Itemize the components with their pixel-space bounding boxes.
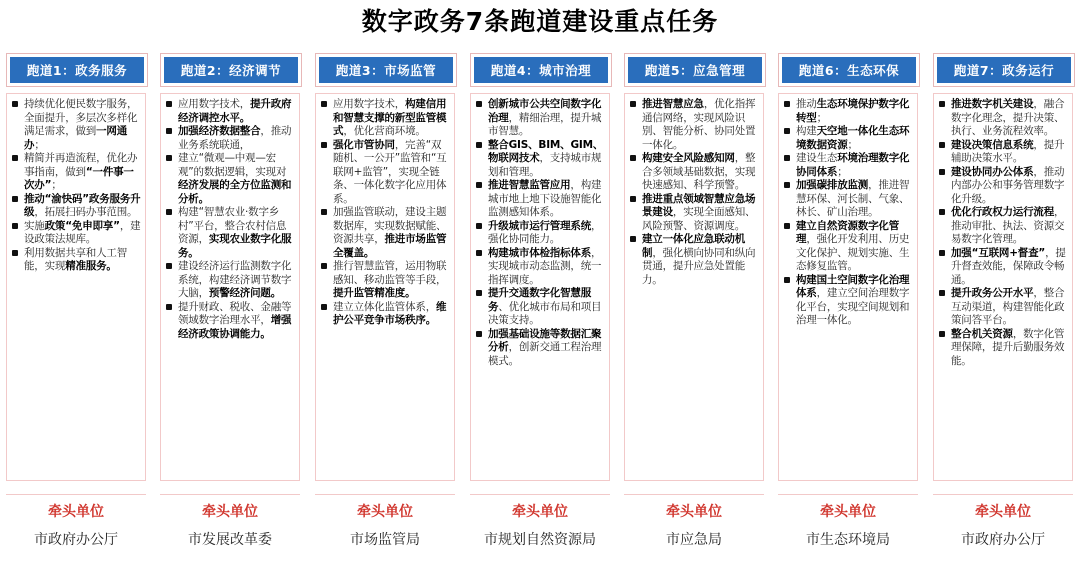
task-text-emphasis: 建立一体化应急联动机制 xyxy=(642,233,745,259)
task-text-emphasis: 整合GIS、BIM、GIM、物联网技术 xyxy=(488,138,604,164)
lead-unit-name: 市发展改革委 xyxy=(188,532,272,548)
task-item xyxy=(938,139,1069,166)
task-text: ，实现城市动态监测，统一指挥调度。 xyxy=(488,246,602,286)
task-text: ，强化协同能力。 xyxy=(488,219,602,245)
task-text: ，拓展扫码办事范围。 xyxy=(34,206,138,218)
lead-unit-name: 市政府办公厅 xyxy=(34,532,118,548)
task-item xyxy=(11,220,142,247)
task-text-emphasis: 构建信用和智慧支撑的新型监管模式 xyxy=(333,98,447,137)
task-text: ，建设政策法规库。 xyxy=(24,219,141,245)
lead-unit-box xyxy=(933,494,1073,561)
track-column-6 xyxy=(778,53,920,548)
task-item xyxy=(475,179,606,220)
task-text: ； xyxy=(847,138,858,151)
task-item xyxy=(320,139,451,207)
task-text-emphasis: 提升交通数字化智慧服务 xyxy=(488,287,591,313)
task-text-emphasis: 环境治理数字化协同体系 xyxy=(796,152,910,178)
task-text: ，推动审批、执法、资源交易数字化管理。 xyxy=(951,206,1065,245)
lead-unit-label: 牵头单位 xyxy=(820,504,876,520)
task-text: ，整合互动渠道，构建智能化政策问答平台。 xyxy=(951,287,1065,326)
task-item xyxy=(783,98,914,125)
task-item xyxy=(783,125,914,152)
task-item xyxy=(320,301,451,328)
task-text: ，建立空间治理数字化平台，实现空间规划和治理一体化。 xyxy=(796,287,910,326)
track-header-label: 跑道1：政务服务 xyxy=(10,57,144,83)
lead-unit-label: 牵头单位 xyxy=(512,504,568,520)
track-task-list xyxy=(778,93,918,481)
task-text: 精简并再造流程，优化办事指南，做到 xyxy=(24,152,138,178)
track-column-3 xyxy=(315,53,457,548)
task-text-emphasis: 增强经济政策协调能力。 xyxy=(178,314,292,340)
task-text: 、优化城市布局和项目决策支持。 xyxy=(488,300,602,326)
task-text-emphasis: 加强经济数据整合 xyxy=(178,125,261,137)
task-text-emphasis: 精准服务。 xyxy=(65,260,117,272)
track-header xyxy=(160,53,302,87)
task-text-emphasis: 建设决策信息系统 xyxy=(951,138,1034,151)
task-text: ，支持城市规划和管理。 xyxy=(488,152,602,178)
task-text: 加强监管联动，建设主题数据库，实现数据赋能、资源共享， xyxy=(333,206,447,245)
task-text-emphasis: “一件事一次办” xyxy=(24,165,134,191)
task-text: ，强化开发利用、历史文化保护、规划实施、生态修复监管。 xyxy=(796,233,910,272)
task-text-emphasis: 推动“渝快码”政务服务升级 xyxy=(24,192,141,218)
lead-unit-name: 市生态环境局 xyxy=(806,532,890,548)
task-text: 构建 xyxy=(796,125,817,137)
task-text: 应用数字技术， xyxy=(178,98,251,110)
task-text: 利用数据共享和人工智能，实现 xyxy=(24,246,127,272)
task-text: 推动 xyxy=(796,98,817,110)
task-text-emphasis: 强化市管协同 xyxy=(333,138,395,151)
task-text: 建立“微观—中观—宏观”的数据逻辑，实现对 xyxy=(178,152,287,178)
task-text-emphasis: 经济发展的全方位监测和分析。 xyxy=(178,179,292,205)
track-task-list xyxy=(624,93,764,481)
task-text-emphasis: 建设协同办公体系 xyxy=(951,165,1034,178)
task-text-emphasis: 建立自然资源数字化管理 xyxy=(796,219,899,245)
task-item xyxy=(165,206,296,260)
task-text: 建设经济运行监测数字化系统，构建经济调节数字大脑， xyxy=(178,260,292,299)
task-item xyxy=(783,179,914,220)
task-text-emphasis: 政策“免申即享” xyxy=(44,219,120,232)
lead-unit-label: 牵头单位 xyxy=(357,504,413,520)
track-column-5 xyxy=(624,53,766,548)
task-item xyxy=(938,247,1069,288)
lead-unit-box xyxy=(778,494,918,561)
task-text: 推行智慧监管，运用物联感知、移动监管等手段， xyxy=(333,260,447,286)
task-text: 实施 xyxy=(24,219,45,232)
task-item xyxy=(165,125,296,152)
task-item xyxy=(165,98,296,125)
track-task-list xyxy=(470,93,610,481)
lead-unit-name: 市应急局 xyxy=(666,532,722,548)
track-header xyxy=(778,53,920,87)
task-item xyxy=(320,260,451,301)
task-item xyxy=(475,287,606,328)
track-task-list xyxy=(160,93,300,481)
track-header xyxy=(624,53,766,87)
task-text-emphasis: 推进重点领域智慧应急场景建设 xyxy=(642,192,756,218)
task-item xyxy=(320,206,451,260)
lead-unit-name: 市规划自然资源局 xyxy=(484,532,596,548)
track-column-1 xyxy=(6,53,148,548)
task-item xyxy=(938,206,1069,247)
task-text: 持续优化便民数字服务，全面提升，多层次多样化满足需求，做到 xyxy=(24,98,138,137)
task-item xyxy=(475,220,606,247)
track-header-label: 跑道2：经济调节 xyxy=(164,57,298,83)
task-text-emphasis: 维护公平竞争市场秩序。 xyxy=(333,300,447,326)
task-text-emphasis: 实现农业数字化服务。 xyxy=(178,233,292,259)
lead-unit-label: 牵头单位 xyxy=(202,504,258,520)
task-text-emphasis: 一网通办 xyxy=(24,125,128,151)
task-text-emphasis: 推进市场监管全覆盖。 xyxy=(333,233,447,259)
track-column-7 xyxy=(933,53,1075,548)
task-text: 构建“智慧农业·数字乡村”平台，整合农村信息资源， xyxy=(178,206,287,245)
track-header xyxy=(315,53,457,87)
task-item xyxy=(629,98,760,152)
lead-unit-label: 牵头单位 xyxy=(48,504,104,520)
track-header xyxy=(933,53,1075,87)
page-title: 数字政务7条跑道建设重点任务 xyxy=(361,7,719,36)
task-item xyxy=(11,193,142,220)
task-text-emphasis: 推进智慧应急 xyxy=(642,98,704,110)
task-text: ； xyxy=(837,165,848,178)
track-task-list xyxy=(933,93,1073,481)
task-text: ，实现全面感知、风险预警、资源调度。 xyxy=(642,206,756,232)
lead-unit-box xyxy=(470,494,610,561)
task-text-emphasis: 提升政府经济调控水平。 xyxy=(178,98,292,124)
task-text-emphasis: 构建安全风险感知网 xyxy=(642,152,735,164)
task-text: ，提升督查效能，保障政令畅通。 xyxy=(951,246,1066,286)
task-item xyxy=(11,152,142,193)
task-item xyxy=(629,233,760,287)
task-text-emphasis: 构建国土空间数字化治理体系 xyxy=(796,273,910,299)
track-column-2 xyxy=(160,53,302,548)
lead-unit-box xyxy=(315,494,455,561)
lead-unit-name: 市场监管局 xyxy=(350,532,420,548)
task-item xyxy=(165,152,296,206)
track-header-label: 跑道6：生态环保 xyxy=(782,57,916,83)
task-text: ，数字化管理保障，提升后勤服务效能。 xyxy=(951,327,1065,367)
track-header-label: 跑道5：应急管理 xyxy=(628,57,762,83)
task-text-emphasis: 预警经济问题。 xyxy=(208,287,282,299)
task-text: ，创新交通工程治理模式。 xyxy=(488,341,602,367)
task-item xyxy=(11,98,142,152)
track-task-list xyxy=(315,93,455,481)
task-text: ，构建城市地上地下设施智能化监测感知体系。 xyxy=(488,179,602,218)
task-item xyxy=(11,247,142,274)
task-text: ，推动业务系统联通， xyxy=(178,125,292,151)
task-text: ，完善“双随机、一公开”监管和“互联网+监管”，实现全链条、一体化数字化应用体系。 xyxy=(333,138,447,205)
task-item xyxy=(475,328,606,369)
lead-unit-label: 牵头单位 xyxy=(975,504,1031,520)
track-header-label: 跑道3：市场监管 xyxy=(319,57,453,83)
task-item xyxy=(475,139,606,180)
task-item xyxy=(320,98,451,139)
task-text-emphasis: 创新城市公共空间数字化治理 xyxy=(488,98,602,124)
task-text-emphasis: 提升政务公开水平 xyxy=(951,287,1034,299)
track-header-label: 跑道4：城市治理 xyxy=(474,57,608,83)
task-text: ，优化营商环境。 xyxy=(343,125,426,137)
lead-unit-name: 市政府办公厅 xyxy=(961,532,1045,548)
track-column-4 xyxy=(470,53,612,548)
task-text-emphasis: 构建城市体检指标体系 xyxy=(488,246,591,259)
task-text: ； xyxy=(51,179,62,191)
task-text: 提升财政、税收、金融等领域数字治理水平， xyxy=(178,300,292,326)
task-text-emphasis: 提升监管精准度。 xyxy=(333,287,416,299)
track-header xyxy=(6,53,148,87)
task-item xyxy=(629,193,760,234)
task-text: ，整合多领域基础数据，实现快速感知、科学预警。 xyxy=(642,152,756,191)
track-header xyxy=(470,53,612,87)
task-text-emphasis: 生态环境保护数字化转型 xyxy=(796,98,910,124)
task-text: ，推动内部办公和事务管理数字化升级。 xyxy=(951,165,1065,205)
lead-unit-box xyxy=(6,494,146,561)
task-text: ，提升辅助决策水平。 xyxy=(951,138,1065,164)
task-text: ，推进智慧环保、河长制、气象、林长、矿山治理。 xyxy=(796,179,910,218)
task-text-emphasis: 加强基础设施等数据汇聚分析 xyxy=(488,327,602,353)
task-item xyxy=(938,328,1069,369)
task-text-emphasis: 优化行政权力运行流程 xyxy=(951,206,1054,218)
task-item xyxy=(783,152,914,179)
task-item xyxy=(475,98,606,139)
task-item xyxy=(938,166,1069,207)
task-text: ，精细治理，提升城市智慧。 xyxy=(488,111,602,137)
task-text-emphasis: 加强“互联网+督查” xyxy=(951,246,1046,259)
task-text-emphasis: 升级城市运行管理系统 xyxy=(488,219,591,232)
task-item xyxy=(165,260,296,301)
lead-unit-box xyxy=(624,494,764,561)
task-item xyxy=(629,152,760,193)
task-text-emphasis: 加强碳排放监测 xyxy=(796,179,869,191)
task-text-emphasis: 整合机关资源 xyxy=(951,327,1013,340)
task-item xyxy=(938,287,1069,328)
task-text: 建设生态 xyxy=(796,152,838,164)
task-text-emphasis: 推进数字机关建设 xyxy=(951,98,1034,110)
task-item xyxy=(783,274,914,328)
task-text: ，优化指挥通信网络，实现风险识别、智能分析、协同处置一体化。 xyxy=(642,98,756,151)
task-text-emphasis: 推进智慧监管应用 xyxy=(488,179,571,191)
task-text-emphasis: 天空地一体化生态环境数据资源 xyxy=(796,125,910,151)
task-text: ，融合数字化理念，提升决策、执行、业务流程效率。 xyxy=(951,98,1065,137)
task-text: 应用数字技术， xyxy=(333,98,406,110)
task-item xyxy=(475,247,606,288)
lead-unit-box xyxy=(160,494,300,561)
task-text: 建立立体化监管体系， xyxy=(333,300,436,313)
task-text: ； xyxy=(816,111,827,124)
task-text: ，强化横向协同和纵向贯通，提升应急处置能力。 xyxy=(642,246,756,286)
task-item xyxy=(938,98,1069,139)
task-item xyxy=(783,220,914,274)
task-item xyxy=(165,301,296,342)
track-task-list xyxy=(6,93,146,481)
lead-unit-label: 牵头单位 xyxy=(666,504,722,520)
task-text: ； xyxy=(34,138,45,151)
track-header-label: 跑道7：政务运行 xyxy=(937,57,1071,83)
